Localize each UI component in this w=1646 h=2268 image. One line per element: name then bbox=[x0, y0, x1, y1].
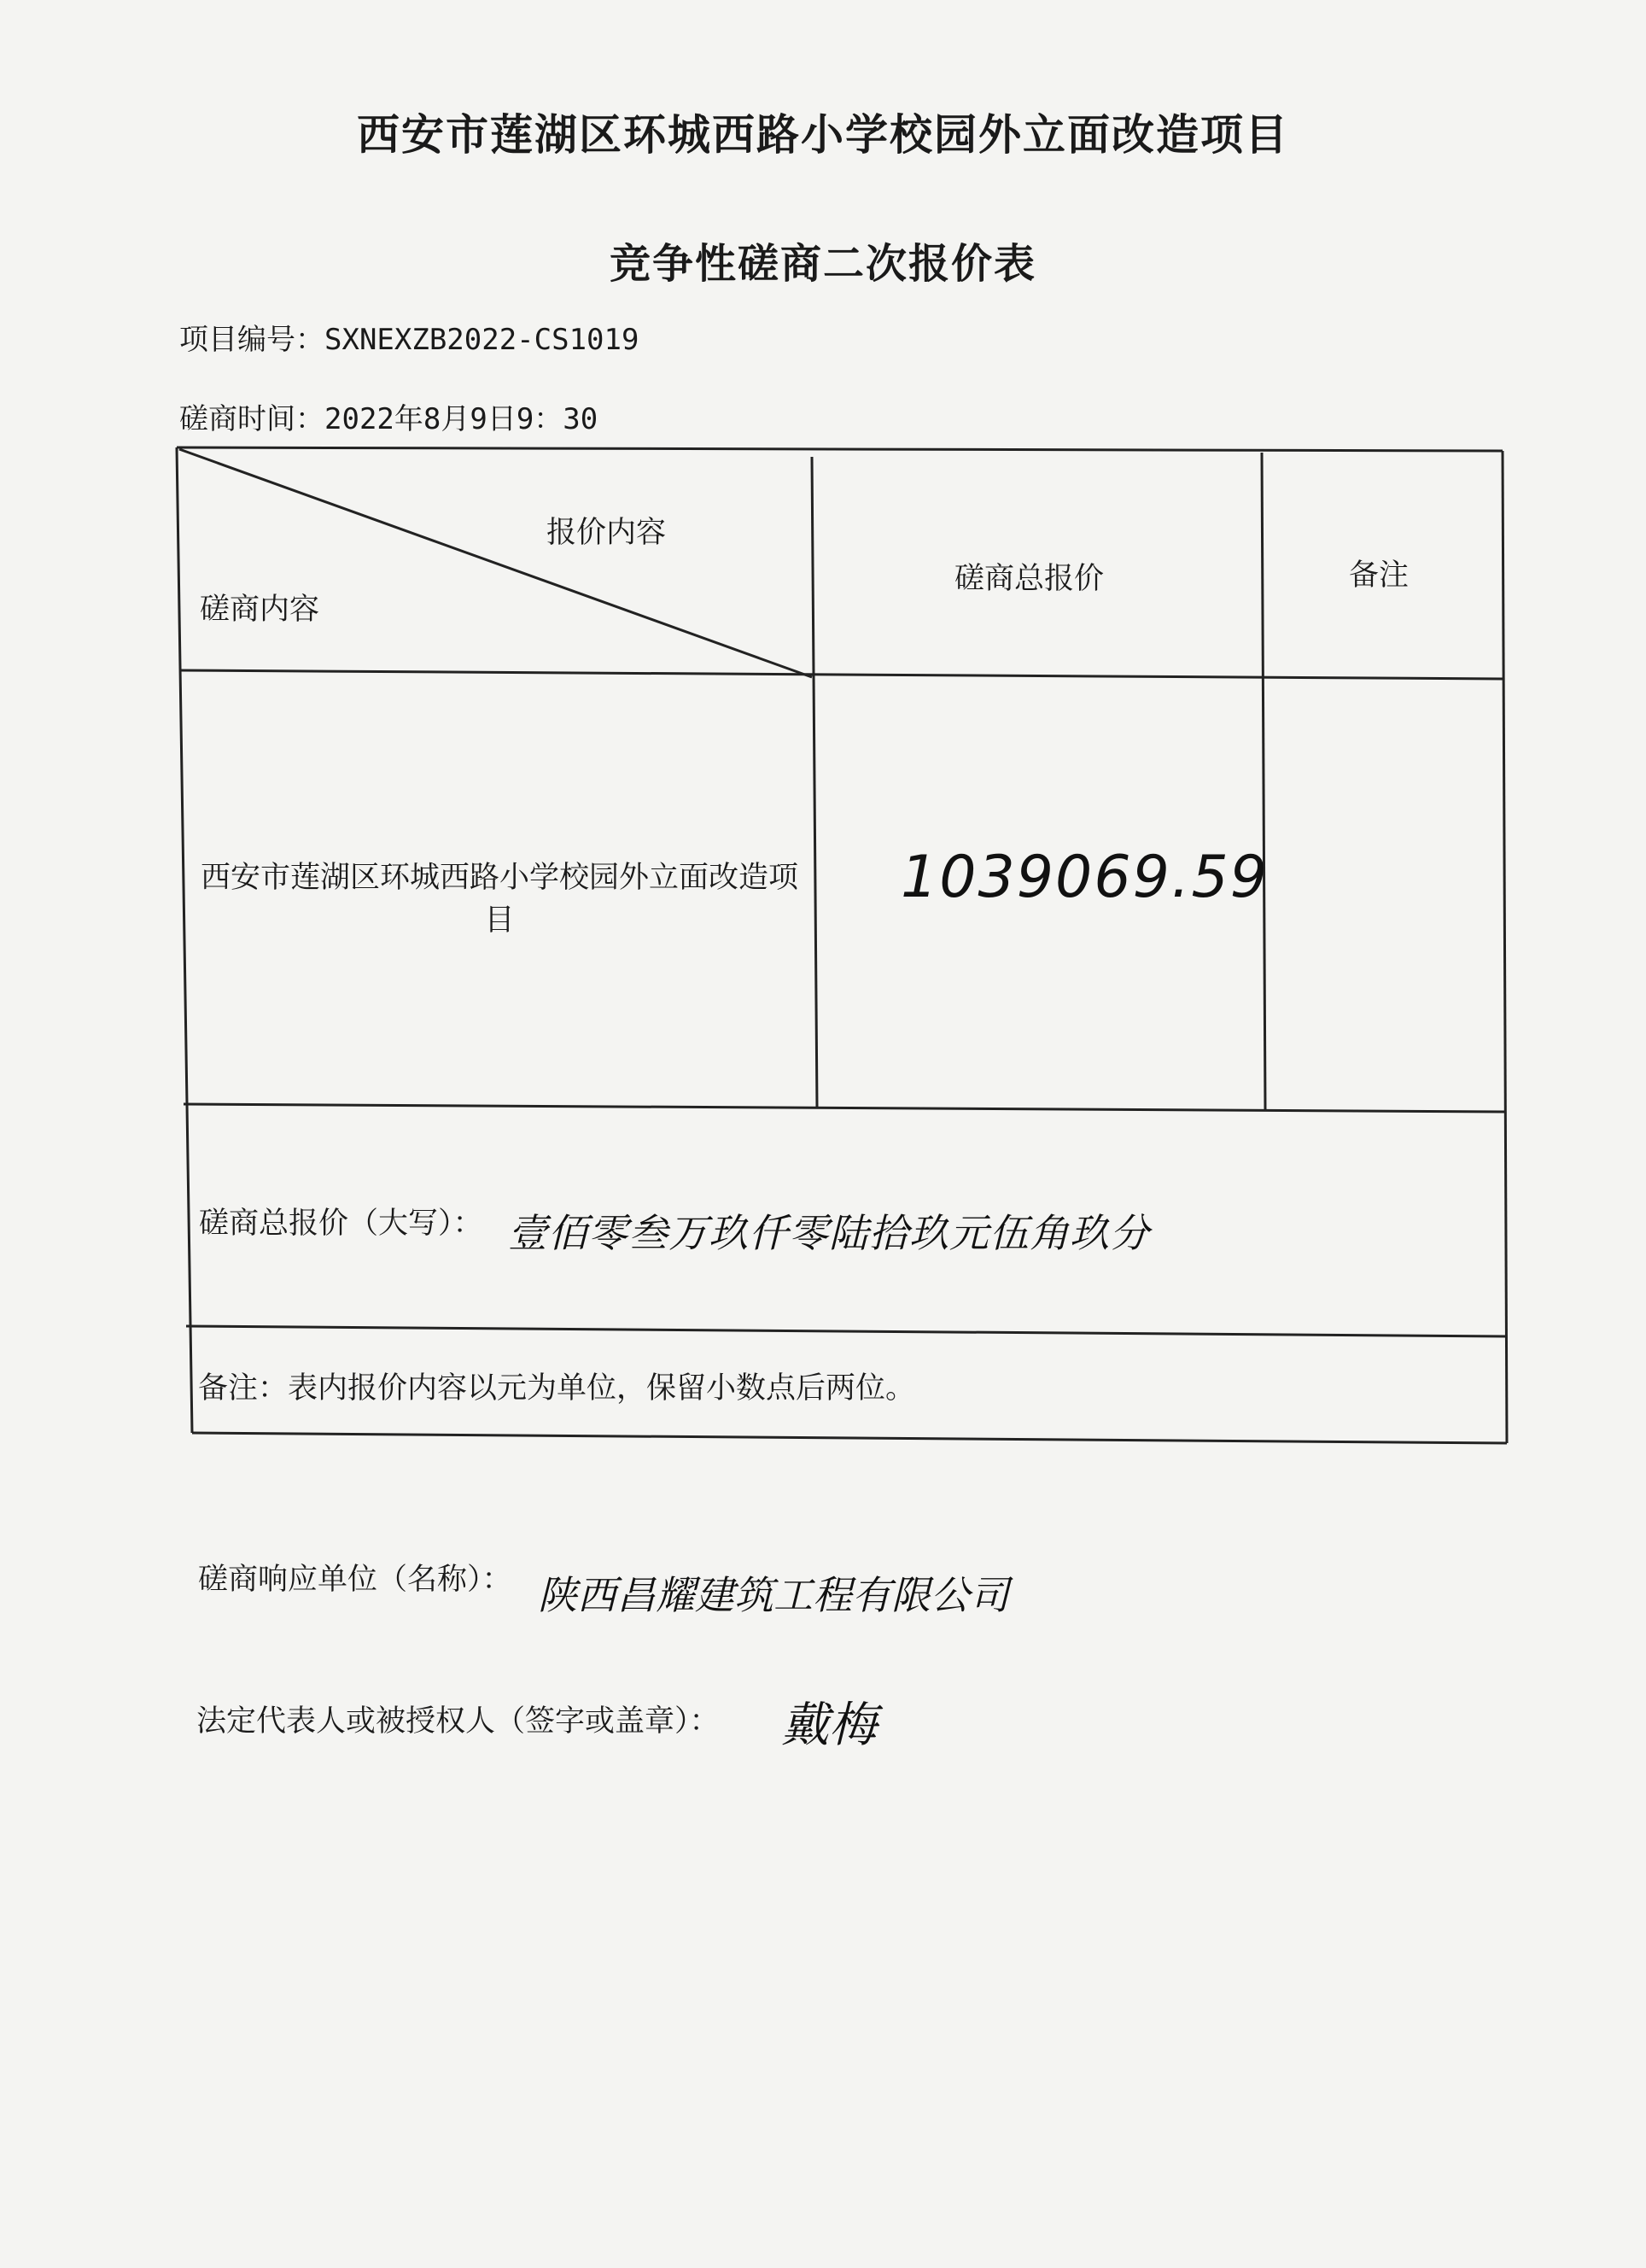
table-note: 备注：表内报价内容以元为单位，保留小数点后两位。 bbox=[198, 1371, 916, 1406]
representative-label: 法定代表人或被授权人（签字或盖章）： bbox=[196, 1704, 720, 1739]
consultation-time-value: 2022年8月9日9：30 bbox=[324, 402, 598, 436]
header-remark: 备注 bbox=[1349, 558, 1410, 593]
total-price-handwritten: 1039069.59 bbox=[901, 844, 1269, 911]
responding-unit-handwritten: 陕西昌耀建筑工程有限公司 bbox=[538, 1572, 1009, 1618]
consultation-time-label: 磋商时间： bbox=[179, 402, 324, 436]
document-title: 西安市莲湖区环城西路小学校园外立面改造项目 bbox=[357, 110, 1289, 160]
project-content-cell: 西安市莲湖区环城西路小学校园外立面改造项目 bbox=[201, 861, 799, 938]
document-subtitle: 竞争性磋商二次报价表 bbox=[609, 240, 1036, 288]
total-upper-handwritten: 壹佰零叁万玖仟零陆拾玖元伍角玖分 bbox=[508, 1210, 1150, 1256]
responding-unit-label: 磋商响应单位（名称）： bbox=[198, 1563, 512, 1597]
total-upper-label: 磋商总报价（大写）： bbox=[199, 1207, 483, 1241]
header-consultation-content: 磋商内容 bbox=[200, 593, 320, 627]
representative-signature: 戴梅 bbox=[781, 1698, 877, 1753]
project-number-label: 项目编号： bbox=[179, 323, 324, 357]
project-number-value: SXNEXZB2022-CS1019 bbox=[324, 323, 639, 357]
header-total-price: 磋商总报价 bbox=[954, 562, 1105, 596]
header-quote-content: 报价内容 bbox=[546, 516, 667, 550]
